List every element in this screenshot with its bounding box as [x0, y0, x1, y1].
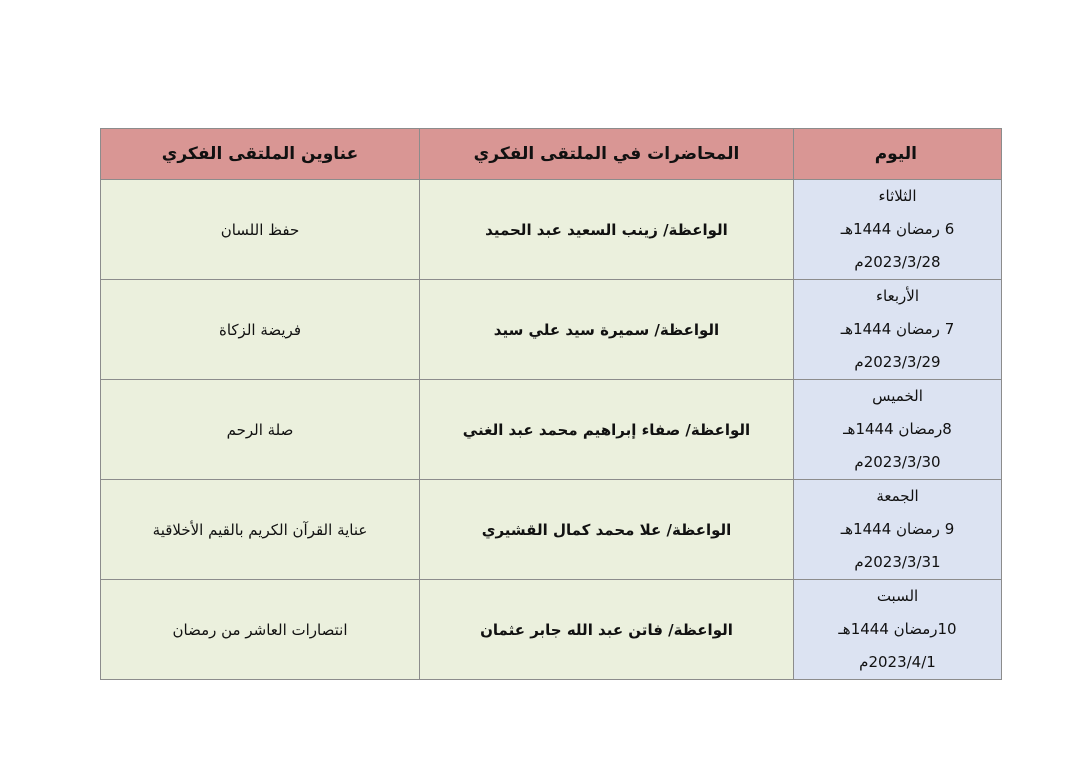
gregorian-date: 2023/3/28م [854, 253, 941, 271]
header-titles: عناوين الملتقى الفكري [101, 129, 420, 180]
header-lectures: المحاضرات في الملتقى الفكري [420, 129, 794, 180]
schedule-table [100, 128, 1002, 680]
title-cell: عناية القرآن الكريم بالقيم الأخلاقية [101, 480, 420, 580]
hijri-date: 10رمضان 1444هـ [838, 620, 957, 638]
day-name: الجمعة [876, 487, 919, 505]
day-name: الثلاثاء [878, 187, 917, 205]
day-name: الخميس [872, 387, 923, 405]
table-row [101, 380, 1002, 480]
day-cell [794, 580, 1002, 680]
title-cell: حفظ اللسان [101, 180, 420, 280]
day-name: الأربعاء [875, 287, 919, 305]
day-cell [794, 380, 1002, 480]
table-row [101, 480, 1002, 580]
speaker-cell: الواعظة/ زينب السعيد عبد الحميد [420, 180, 794, 280]
day-cell [794, 480, 1002, 580]
header-day: اليوم [794, 129, 1002, 180]
table-row [101, 280, 1002, 380]
day-name: السبت [876, 587, 919, 605]
gregorian-date: 2023/3/31م [854, 553, 941, 571]
title-cell: فريضة الزكاة [101, 280, 420, 380]
title-cell: صلة الرحم [101, 380, 420, 480]
table-row [101, 180, 1002, 280]
day-cell [794, 280, 1002, 380]
speaker-cell: الواعظة/ صفاء إبراهيم محمد عبد الغني [420, 380, 794, 480]
hijri-date: 7 رمضان 1444هـ [840, 320, 955, 338]
header-row [101, 129, 1002, 180]
gregorian-date: 2023/4/1م [859, 653, 936, 671]
hijri-date: 8رمضان 1444هـ [843, 420, 952, 438]
speaker-cell: الواعظة/ سميرة سيد علي سيد [420, 280, 794, 380]
speaker-cell: الواعظة/ علا محمد كمال القشيري [420, 480, 794, 580]
title-cell: انتصارات العاشر من رمضان [101, 580, 420, 680]
gregorian-date: 2023/3/30م [854, 453, 941, 471]
hijri-date: 9 رمضان 1444هـ [840, 520, 955, 538]
gregorian-date: 2023/3/29م [854, 353, 941, 371]
speaker-cell: الواعظة/ فاتن عبد الله جابر عثمان [420, 580, 794, 680]
hijri-date: 6 رمضان 1444هـ [840, 220, 955, 238]
day-cell [794, 180, 1002, 280]
table-row [101, 580, 1002, 680]
